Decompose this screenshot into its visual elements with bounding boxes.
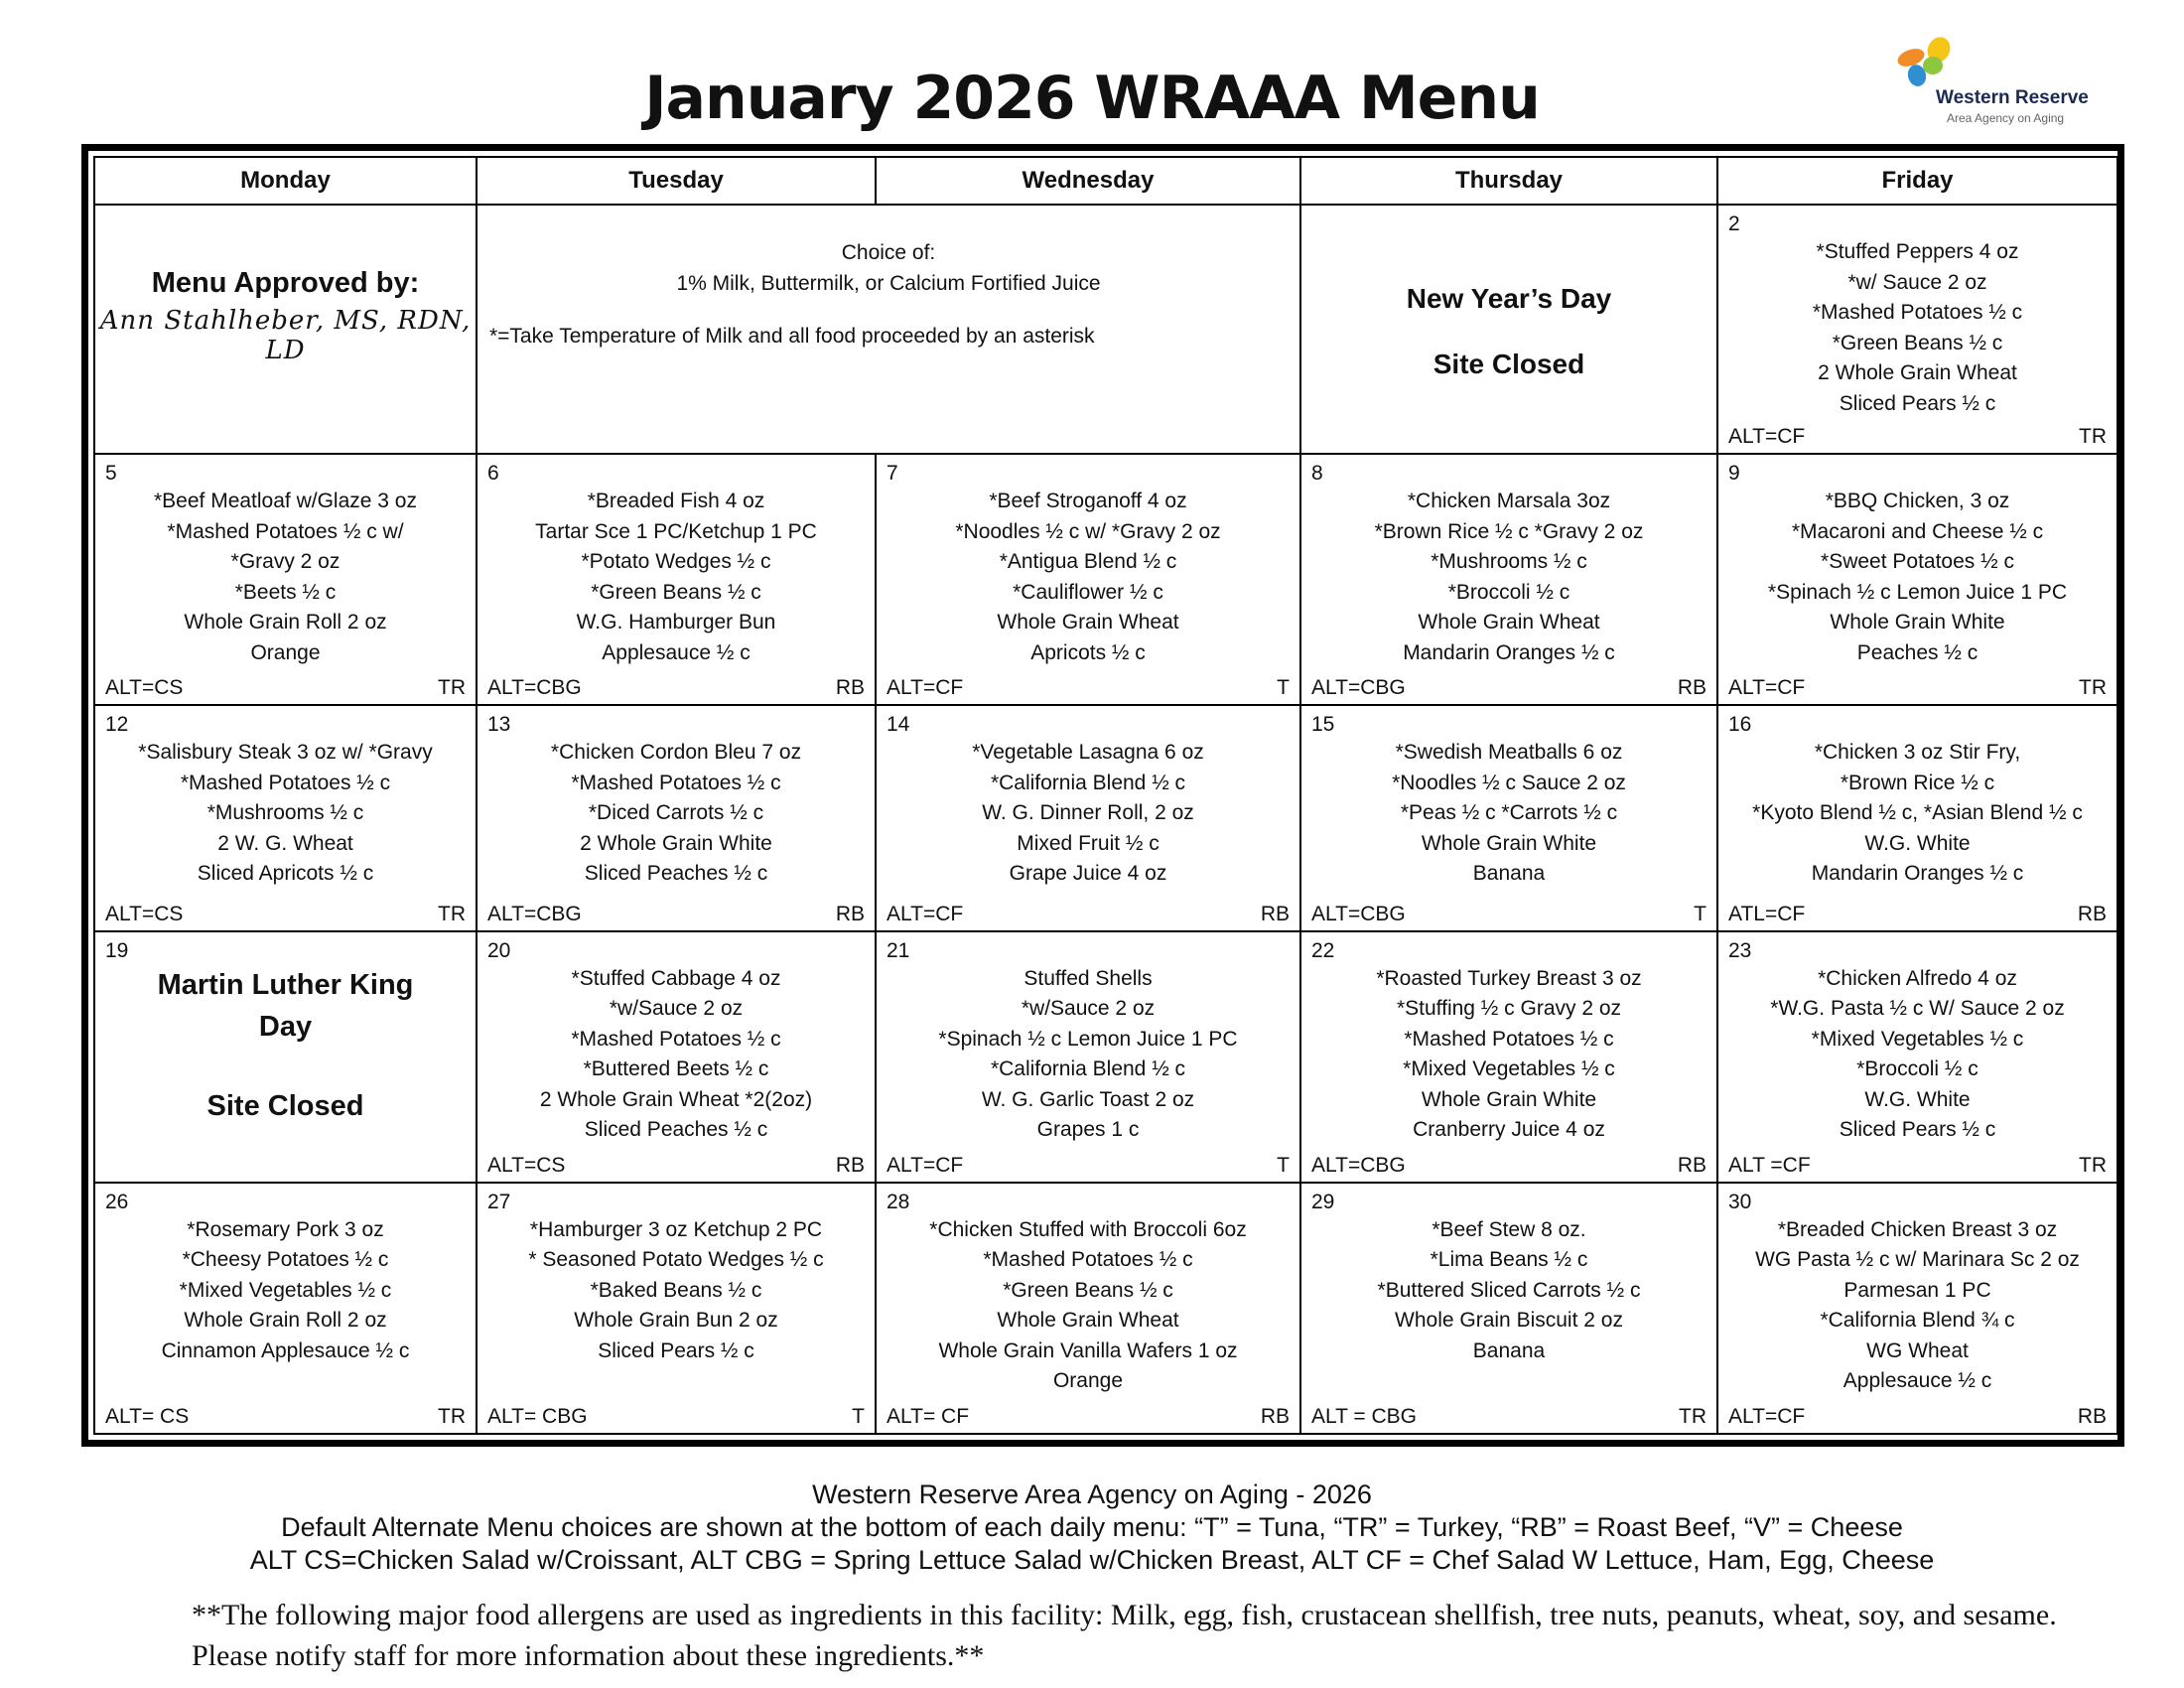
menu-item: *w/ Sauce 2 oz (1847, 270, 1987, 294)
alt-choice: ALT=CS (487, 1153, 566, 1177)
alternate-line (1311, 675, 1706, 701)
menu-item: *California Blend ½ c (990, 1057, 1186, 1081)
menu-item: *Beets ½ c (234, 580, 337, 604)
menu-calendar (81, 144, 2124, 1447)
menu-item: *Chicken Stuffed with Broccoli 6oz (929, 1217, 1247, 1241)
menu-item: *Stuffed Cabbage 4 oz (571, 966, 781, 990)
day-cell (94, 1183, 477, 1434)
menu-item: *Mixed Vegetables ½ c (1811, 1027, 2024, 1051)
alternate-line (487, 1404, 865, 1430)
menu-item: *Swedish Meatballs 6 oz (1395, 741, 1623, 765)
day-number: 15 (1311, 713, 1335, 737)
holiday-name-cont: Day (258, 1010, 313, 1043)
butterfly-logo-icon (1891, 36, 1971, 90)
menu-item: Whole Grain Wheat (997, 611, 1179, 634)
day-cell (1717, 705, 2117, 930)
menu-items (1311, 738, 1706, 890)
menu-item: Sliced Pears ½ c (598, 1338, 754, 1362)
menu-item: *Mashed Potatoes ½ c (1812, 301, 2023, 325)
day-cell (1300, 705, 1717, 930)
menu-item: Cranberry Juice 4 oz (1413, 1118, 1605, 1142)
holiday-name: New Year’s Day (1406, 283, 1612, 315)
alt-choice: ALT=CBG (1311, 1153, 1406, 1177)
alt-choice: ALT=CF (1728, 425, 1806, 449)
footer-alt-salads: ALT CS=Chicken Salad w/Croissant, ALT CBG = Spring Lettuce Salad w/Chicken Breast, ALT CF = Chef Salad W Lettuce, Ham, Egg, Cheese (249, 1545, 1935, 1575)
weekday-header-row (94, 157, 2117, 205)
footer-agency: Western Reserve Area Agency on Aging - 2026 (812, 1479, 1372, 1509)
menu-item: Whole Grain Bun 2 oz (574, 1309, 778, 1333)
alt-choice: ALT=CF (887, 676, 964, 700)
notice-asterisk: *=Take Temperature of Milk and all food proceeded by an asterisk (489, 325, 1095, 349)
day-cell (876, 705, 1300, 930)
menu-item: *Rosemary Pork 3 oz (187, 1217, 384, 1241)
menu-item: *Spinach ½ c Lemon Juice 1 PC (938, 1027, 1238, 1051)
day-number: 28 (887, 1190, 910, 1213)
menu-item: *Antigua Blend ½ c (999, 550, 1177, 574)
menu-items (887, 738, 1290, 890)
menu-item: *w/Sauce 2 oz (609, 997, 744, 1021)
alt-code: TR (1679, 1405, 1706, 1428)
holiday-name: Martin Luther King (157, 968, 414, 1001)
day-cell (1717, 1183, 2117, 1434)
day-number: 6 (487, 462, 499, 486)
logo-subtitle: Area Agency on Aging (1947, 111, 2065, 125)
menu-item: *Green Beans ½ c (591, 580, 761, 604)
menu-item: *Peas ½ c *Carrots ½ c (1400, 801, 1618, 825)
menu-item: Whole Grain Roll 2 oz (184, 611, 387, 634)
menu-item: *Baked Beans ½ c (590, 1278, 762, 1302)
alternate-line (1728, 1153, 2107, 1179)
menu-item: *Diced Carrots ½ c (588, 801, 764, 825)
menu-item: Applesauce ½ c (1843, 1369, 1992, 1393)
menu-item: *Broccoli ½ c (1447, 580, 1570, 604)
day-number: 14 (887, 713, 910, 737)
menu-item: *Stuffed Peppers 4 oz (1816, 240, 2019, 264)
menu-item: *Mixed Vegetables ½ c (1403, 1057, 1615, 1081)
dietitian-signature: Ann Stahlheber, MS, RDN, LD (99, 306, 472, 366)
day-cell (876, 931, 1300, 1183)
day-cell (1717, 205, 2117, 454)
menu-item: *BBQ Chicken, 3 oz (1825, 490, 2010, 513)
alt-code: T (1277, 1153, 1290, 1177)
notice-options: 1% Milk, Buttermilk, or Calcium Fortified Juice (676, 272, 1101, 296)
day-number: 21 (887, 938, 910, 962)
menu-item: *Brown Rice ½ c *Gravy 2 oz (1374, 519, 1644, 543)
alternate-line (1728, 424, 2107, 450)
menu-items (1728, 1215, 2107, 1397)
day-cell (876, 454, 1300, 705)
day-cell (94, 454, 477, 705)
alternate-line (487, 902, 865, 927)
menu-items (105, 738, 466, 890)
day-number: 20 (487, 938, 511, 962)
day-number: 27 (487, 1190, 511, 1213)
menu-item: 2 Whole Grain Wheat (1818, 361, 2017, 385)
alt-choice: ALT=CBG (1311, 676, 1406, 700)
alternate-line (1728, 1404, 2107, 1430)
week-row (94, 1183, 2117, 1434)
menu-item: *Cheesy Potatoes ½ c (182, 1248, 389, 1272)
menu-item: Banana (1472, 1338, 1546, 1362)
alt-choice: ALT=CF (887, 902, 964, 925)
week-row (94, 454, 2117, 705)
menu-item: *Mushrooms ½ c (1431, 550, 1587, 574)
menu-item: *Macaroni and Cheese ½ c (1791, 519, 2044, 543)
header-wednesday: Wednesday (876, 157, 1300, 205)
day-number: 26 (105, 1190, 129, 1213)
day-cell (876, 1183, 1300, 1434)
alternate-line (105, 902, 466, 927)
alt-code: RB (1677, 1153, 1706, 1177)
menu-items (487, 738, 865, 890)
menu-item: *Roasted Turkey Breast 3 oz (1376, 966, 1642, 990)
menu-items (1728, 964, 2107, 1146)
alt-choice: ALT=CF (887, 1153, 964, 1177)
day-number: 23 (1728, 938, 1752, 962)
approved-heading: Menu Approved by: (151, 267, 420, 300)
menu-items (487, 487, 865, 668)
day-cell (1300, 1183, 1717, 1434)
menu-item: Cinnamon Applesauce ½ c (161, 1338, 410, 1362)
alternate-line (105, 1404, 466, 1430)
day-number: 7 (887, 462, 898, 486)
menu-item: *Kyoto Blend ½ c, *Asian Blend ½ c (1752, 801, 2083, 825)
menu-item: Whole Grain White (1421, 1087, 1597, 1111)
menu-item: Mandarin Oranges ½ c (1403, 640, 1615, 664)
menu-item: Whole Grain White (1421, 831, 1597, 855)
alt-code: TR (438, 902, 466, 925)
menu-items (487, 1215, 865, 1367)
menu-items (1311, 964, 1706, 1146)
menu-items (105, 1215, 466, 1367)
week-row (94, 931, 2117, 1183)
menu-item: *Cauliflower ½ c (1013, 580, 1163, 604)
menu-item: W. G. Garlic Toast 2 oz (981, 1087, 1195, 1111)
menu-item: *Mashed Potatoes ½ c (571, 1027, 781, 1051)
menu-item: 2 W. G. Wheat (217, 831, 353, 855)
day-cell (477, 705, 876, 930)
menu-items (887, 487, 1290, 668)
menu-item: Mixed Fruit ½ c (1017, 831, 1160, 855)
menu-item: *Chicken Alfredo 4 oz (1818, 966, 2017, 990)
week-row (94, 705, 2117, 930)
menu-item: *Mashed Potatoes ½ c (180, 771, 391, 794)
alt-choice: ALT=CBG (487, 902, 582, 925)
menu-item: Orange (250, 640, 321, 664)
menu-item: *Spinach ½ c Lemon Juice 1 PC (1767, 580, 2068, 604)
day-number: 29 (1311, 1190, 1335, 1213)
day-number: 13 (487, 713, 511, 737)
alternate-line (887, 1153, 1290, 1179)
day-number: 5 (105, 462, 117, 486)
menu-item: *Mushrooms ½ c (206, 801, 364, 825)
menu-item: 2 Whole Grain White (580, 831, 772, 855)
site-closed-label: Site Closed (206, 1089, 364, 1122)
menu-item: Whole Grain Biscuit 2 oz (1395, 1309, 1623, 1333)
alt-code: RB (835, 902, 865, 925)
header-tuesday: Tuesday (477, 157, 876, 205)
alt-choice: ALT=CF (1728, 1405, 1806, 1428)
menu-item: Apricots ½ c (1030, 640, 1146, 664)
day-cell (1717, 454, 2117, 705)
menu-item: *Vegetable Lasagna 6 oz (972, 741, 1204, 765)
menu-item: Orange (1052, 1369, 1124, 1393)
alt-code: TR (2079, 676, 2107, 700)
day-number: 30 (1728, 1190, 1752, 1213)
menu-items (1728, 237, 2107, 419)
menu-items (487, 964, 865, 1146)
menu-item: *Hamburger 3 oz Ketchup 2 PC (529, 1217, 823, 1241)
menu-item: Grape Juice 4 oz (1009, 862, 1167, 886)
menu-item: *Sweet Potatoes ½ c (1821, 550, 2014, 574)
wraaa-logo (1891, 36, 2090, 130)
alt-code: TR (2079, 425, 2107, 449)
holiday-cell (1300, 205, 1717, 454)
menu-item: W.G. White (1864, 831, 1971, 855)
day-cell (1300, 931, 1717, 1183)
menu-item: *Breaded Chicken Breast 3 oz (1777, 1217, 2058, 1241)
day-number: 8 (1311, 462, 1323, 486)
alternate-line (887, 675, 1290, 701)
menu-item: *w/Sauce 2 oz (1021, 997, 1156, 1021)
menu-items (887, 1215, 1290, 1397)
week-row (94, 205, 2117, 454)
alt-code: RB (1677, 676, 1706, 700)
alt-code: T (852, 1405, 865, 1428)
page-title: January 2026 WRAAA Menu (644, 64, 1540, 133)
menu-item: *Noodles ½ c w/ *Gravy 2 oz (955, 519, 1221, 543)
menu-item: *Beef Stroganoff 4 oz (989, 490, 1187, 513)
menu-item: Whole Grain White (1830, 611, 2005, 634)
alt-code: T (1694, 902, 1706, 925)
menu-item: *Stuffing ½ c Gravy 2 oz (1396, 997, 1622, 1021)
header-monday: Monday (94, 157, 477, 205)
menu-items (887, 964, 1290, 1146)
menu-item: Stuffed Shells (1024, 966, 1153, 990)
alt-code: TR (438, 1405, 466, 1428)
menu-item: *California Blend ¾ c (1820, 1309, 2015, 1333)
day-cell (477, 1183, 876, 1434)
alt-code: RB (1260, 1405, 1290, 1428)
alt-choice: ALT =CF (1728, 1153, 1811, 1177)
menu-item: Banana (1472, 862, 1546, 886)
alternate-line (1311, 1153, 1706, 1179)
holiday-cell (94, 931, 477, 1183)
site-closed-label: Site Closed (1433, 349, 1585, 380)
menu-item: *Buttered Beets ½ c (583, 1057, 769, 1081)
alt-choice: ALT=CS (105, 902, 184, 925)
menu-item: *Breaded Fish 4 oz (587, 490, 765, 513)
menu-item: *Salisbury Steak 3 oz w/ *Gravy (138, 741, 433, 765)
alt-code: TR (438, 676, 466, 700)
menu-item: *Mashed Potatoes ½ c w/ (167, 519, 404, 543)
notice-choice: Choice of: (841, 241, 936, 265)
approval-cell (94, 205, 477, 454)
day-number: 19 (105, 938, 129, 962)
menu-item: Whole Grain Wheat (1418, 611, 1600, 634)
alt-choice: ATL=CF (1728, 902, 1806, 925)
menu-item: Applesauce ½ c (602, 640, 751, 664)
alt-choice: ALT= CF (887, 1405, 970, 1428)
menu-item: *Mixed Vegetables ½ c (179, 1278, 392, 1302)
alt-choice: ALT=CBG (1311, 902, 1406, 925)
menu-item: *Buttered Sliced Carrots ½ c (1377, 1278, 1641, 1302)
menu-item: *Chicken Cordon Bleu 7 oz (550, 741, 802, 765)
alt-choice: ALT= CS (105, 1405, 190, 1428)
day-cell (1717, 931, 2117, 1183)
menu-items (105, 487, 466, 668)
notice-cell (477, 205, 1300, 454)
menu-item: Peaches ½ c (1856, 640, 1979, 664)
menu-item: *Chicken Marsala 3oz (1407, 490, 1611, 513)
menu-item: W.G. White (1864, 1087, 1971, 1111)
menu-item: *Mashed Potatoes ½ c (571, 771, 781, 794)
menu-item: Sliced Pears ½ c (1839, 1118, 1996, 1142)
menu-item: Sliced Peaches ½ c (584, 862, 768, 886)
menu-table (93, 156, 2118, 1435)
header-friday: Friday (1717, 157, 2117, 205)
menu-item: *Beef Meatloaf w/Glaze 3 oz (154, 490, 417, 513)
menu-item: * Seasoned Potato Wedges ½ c (528, 1248, 824, 1272)
alternate-line (1728, 675, 2107, 701)
alternate-line (487, 675, 865, 701)
header-thursday: Thursday (1300, 157, 1717, 205)
menu-item: *Beef Stew 8 oz. (1432, 1217, 1586, 1241)
menu-item: *Potato Wedges ½ c (581, 550, 771, 574)
menu-item: *Gravy 2 oz (230, 550, 341, 574)
menu-item: *Brown Rice ½ c (1840, 771, 1995, 794)
alternate-line (1311, 1404, 1706, 1430)
alternate-line (1311, 902, 1706, 927)
alternate-line (887, 1404, 1290, 1430)
menu-item: *California Blend ½ c (990, 771, 1186, 794)
menu-item: Mandarin Oranges ½ c (1811, 862, 2024, 886)
menu-item: *Mashed Potatoes ½ c (1404, 1027, 1614, 1051)
alt-choice: ALT=CF (1728, 676, 1806, 700)
alt-code: RB (2077, 1405, 2107, 1428)
day-cell (94, 705, 477, 930)
allergen-notice: **The following major food allergens are used as ingredients in this facility: Milk, egg, fish, crustacean shellfish, tree nuts, peanuts, wheat, soy, and sesame. Please notify staff for more information about these ingredients.** (192, 1599, 2057, 1672)
menu-item: *Lima Beans ½ c (1430, 1248, 1588, 1272)
alt-code: RB (1260, 902, 1290, 925)
menu-item: *Green Beans ½ c (1832, 331, 2003, 354)
day-number: 16 (1728, 713, 1752, 737)
menu-item: *Noodles ½ c Sauce 2 oz (1392, 771, 1626, 794)
menu-item: Sliced Peaches ½ c (584, 1118, 768, 1142)
alt-choice: ALT=CBG (487, 676, 582, 700)
day-number: 2 (1728, 212, 1740, 236)
alt-choice: ALT = CBG (1311, 1405, 1418, 1428)
alt-choice: ALT=CS (105, 676, 184, 700)
menu-item: Grapes 1 c (1036, 1118, 1140, 1142)
menu-item: Sliced Pears ½ c (1839, 391, 1996, 415)
menu-item: *Mashed Potatoes ½ c (983, 1248, 1193, 1272)
alt-choice: ALT= CBG (487, 1405, 588, 1428)
menu-item: W. G. Dinner Roll, 2 oz (982, 801, 1194, 825)
menu-item: WG Wheat (1866, 1338, 1969, 1362)
menu-item: *Chicken 3 oz Stir Fry, (1814, 741, 2021, 765)
alt-code: T (1277, 676, 1290, 700)
menu-item: 2 Whole Grain Wheat *2(2oz) (539, 1087, 813, 1111)
day-number: 12 (105, 713, 129, 737)
menu-item: *Green Beans ½ c (1003, 1278, 1173, 1302)
day-number: 9 (1728, 462, 1740, 486)
day-cell (477, 454, 876, 705)
alternate-line (487, 1153, 865, 1179)
menu-item: Whole Grain Vanilla Wafers 1 oz (938, 1338, 1238, 1362)
logo-org-name: Western Reserve (1936, 87, 2089, 108)
alternate-line (1728, 902, 2107, 927)
alt-code: RB (835, 676, 865, 700)
alternate-line (105, 675, 466, 701)
menu-item: Sliced Apricots ½ c (197, 862, 374, 886)
menu-items (1728, 738, 2107, 890)
menu-item: WG Pasta ½ c w/ Marinara Sc 2 oz (1755, 1248, 2080, 1272)
day-cell (477, 931, 876, 1183)
day-number: 22 (1311, 938, 1335, 962)
menu-item: Whole Grain Roll 2 oz (184, 1309, 387, 1333)
menu-items (1728, 487, 2107, 668)
menu-item: Tartar Sce 1 PC/Ketchup 1 PC (535, 519, 817, 543)
alternate-line (887, 902, 1290, 927)
alt-code: RB (835, 1153, 865, 1177)
menu-item: W.G. Hamburger Bun (576, 611, 776, 634)
alt-code: TR (2079, 1153, 2107, 1177)
day-cell (1300, 454, 1717, 705)
footer-alt-codes: Default Alternate Menu choices are shown at the bottom of each daily menu: “T” = Tuna, “TR” = Turkey, “RB” = Roast Beef, “V” = Cheese (281, 1512, 1903, 1542)
menu-item: *W.G. Pasta ½ c W/ Sauce 2 oz (1770, 997, 2065, 1021)
menu-item: Parmesan 1 PC (1843, 1278, 1991, 1302)
alt-code: RB (2077, 902, 2107, 925)
menu-item: Whole Grain Wheat (997, 1309, 1179, 1333)
footer-legend (0, 1478, 2184, 1577)
menu-item: *Broccoli ½ c (1856, 1057, 1979, 1081)
menu-items (1311, 487, 1706, 668)
menu-items (1311, 1215, 1706, 1367)
